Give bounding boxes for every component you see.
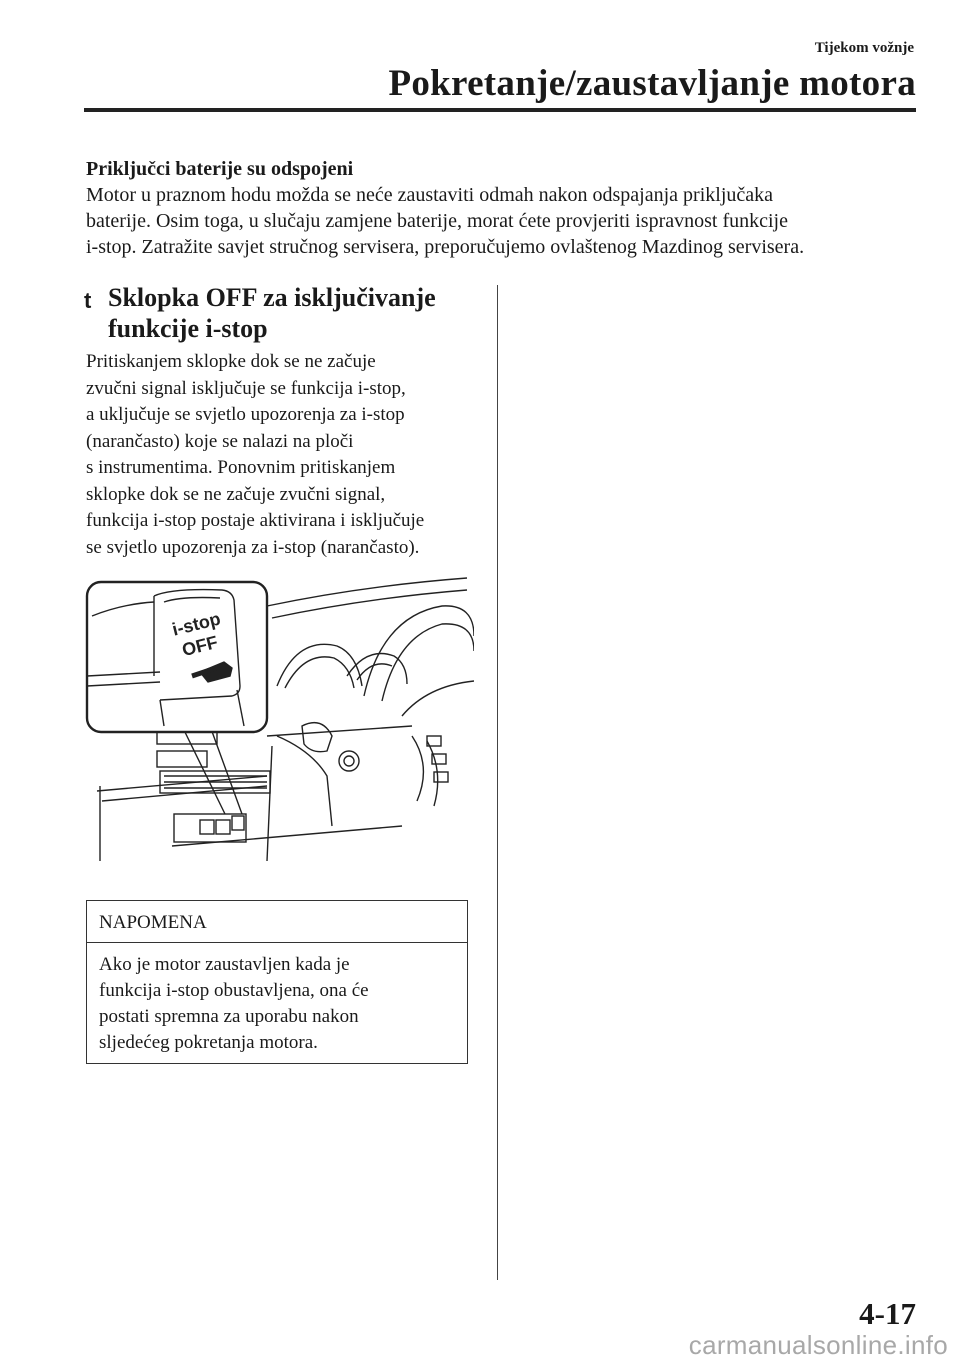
note-body bbox=[87, 943, 467, 1056]
intro-line: Motor u praznom hodu možda se neće zaustaviti odmah nakon odspajanja priključaka bbox=[86, 184, 774, 206]
switch-label-off: OFF bbox=[179, 631, 220, 661]
section-label: Tijekom vožnje bbox=[814, 40, 914, 56]
watermark: carmanualsonline.info bbox=[688, 1330, 948, 1360]
body-line: (narančasto) koje se nalazi na ploči bbox=[86, 430, 354, 452]
intro-heading: Priključci baterije su odspojeni bbox=[86, 158, 354, 180]
note-box bbox=[86, 900, 468, 1064]
section-heading-line: funkcije i-stop bbox=[108, 314, 268, 343]
dashboard-illustration bbox=[82, 576, 474, 866]
intro-body bbox=[86, 182, 916, 260]
body-line: s instrumentima. Ponovnim pritiskanjem bbox=[86, 457, 396, 478]
section-bullet: t bbox=[84, 288, 92, 313]
body-line: Pritiskanjem sklopke dok se ne začuje bbox=[86, 351, 376, 372]
body-line: sklopke dok se ne začuje zvučni signal, bbox=[86, 483, 386, 505]
section-heading-line: Sklopka OFF za isključivanje bbox=[108, 283, 436, 312]
body-line: a uključuje se svjetlo upozorenja za i-stop bbox=[86, 404, 405, 425]
intro-line: baterije. Osim toga, u slučaju zamjene baterije, morat ćete provjeriti ispravnost funkcije bbox=[86, 210, 788, 232]
page-title: Pokretanje/zaustavljanje motora bbox=[388, 63, 916, 104]
title-rule bbox=[84, 108, 916, 112]
section-heading bbox=[108, 282, 498, 344]
note-line: Ako je motor zaustavljen kada je bbox=[99, 954, 350, 975]
note-line: sljedećeg pokretanja motora. bbox=[99, 1032, 318, 1053]
body-line: se svjetlo upozorenja za i-stop (narančasto). bbox=[86, 536, 420, 558]
note-heading: NAPOMENA bbox=[87, 901, 467, 943]
note-line: funkcija i-stop obustavljena, ona će bbox=[99, 980, 369, 1001]
body-line: funkcija i-stop postaje aktivirana i isključuje bbox=[86, 510, 425, 531]
note-line: postati spremna za uporabu nakon bbox=[99, 1006, 359, 1027]
body-line: zvučni signal isključuje se funkcija i-stop, bbox=[86, 377, 406, 399]
intro-line: i-stop. Zatražite savjet stručnog servisera, preporučujemo ovlaštenog Mazdinog servisera. bbox=[86, 236, 805, 258]
page-number: 4-17 bbox=[859, 1296, 916, 1331]
column-divider bbox=[497, 285, 498, 1280]
section-body bbox=[86, 349, 486, 561]
switch-label-istop: i-stop bbox=[170, 608, 223, 640]
